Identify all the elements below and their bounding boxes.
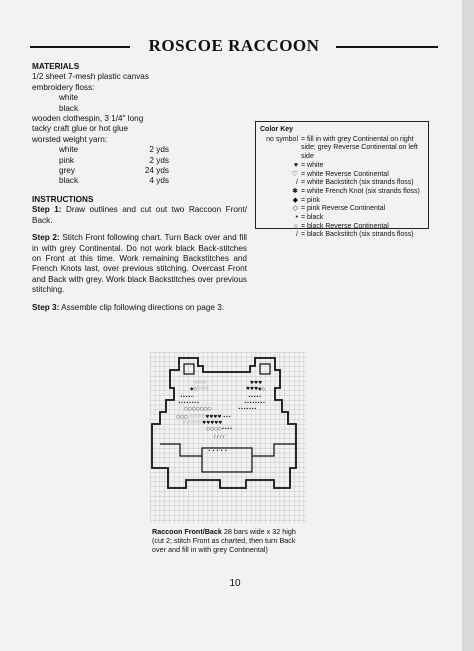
step-text: Assemble clip following directions on page 3. <box>61 302 225 312</box>
open-diamond-icon: ◇ <box>292 205 298 213</box>
step-label: Step 1: <box>32 205 62 215</box>
color-key-desc: = white French Knot (six strands floss) <box>301 187 420 195</box>
yarn-color: black <box>59 176 79 186</box>
yarn-amount: 4 yds <box>149 176 169 186</box>
chart-caption-text: 28 bars wide x 32 high (cut 2; stitch Front as charted, then turn Back over and fill in with grey Continental) <box>152 527 296 554</box>
svg-text:○○○○••••: ○○○○•••• <box>206 427 233 432</box>
color-key-row <box>260 171 428 180</box>
color-key-desc: = black Reverse Continental <box>301 222 389 230</box>
materials-item: 1/2 sheet 7-mesh plastic canvas <box>32 72 149 82</box>
materials-heading: MATERIALS <box>32 62 80 71</box>
color-key-title: Color Key <box>260 126 294 133</box>
page-title: ROSCOE RACCOON <box>148 36 320 55</box>
svg-text:♡♡♡: ♡♡♡ <box>194 381 207 386</box>
color-key-symbol: no symbol <box>266 135 298 143</box>
yarn-color: grey <box>59 166 75 176</box>
yarn-amount: 2 yds <box>149 155 169 165</box>
materials-item: wooden clothespin, 3 1/4" long <box>32 114 144 124</box>
french-knot-icon: ✱ <box>292 187 298 195</box>
color-key-row <box>260 205 428 214</box>
left-column <box>32 62 247 320</box>
yarn-amount: 2 yds <box>149 145 169 155</box>
color-key-row <box>260 231 428 240</box>
materials-item: black <box>59 103 79 113</box>
chart-caption-title: Raccoon Front/Back <box>152 527 222 536</box>
materials-item: worsted weight yarn: <box>32 134 108 144</box>
instructions-heading: INSTRUCTIONS <box>32 194 94 204</box>
diamond-icon: ◆ <box>292 196 298 204</box>
color-key-row <box>260 223 428 232</box>
instruction-step <box>32 233 247 295</box>
color-key-row <box>260 197 428 206</box>
materials-item: white <box>59 93 79 103</box>
yarn-color: white <box>59 145 79 155</box>
svg-text:♥♥♥◆◇: ♥♥♥◆◇ <box>246 387 266 392</box>
color-key-box <box>255 121 429 239</box>
yarn-amount: 24 yds <box>144 166 169 176</box>
yarn-row <box>32 156 247 166</box>
color-key-row <box>260 162 428 171</box>
svg-text:••••••••: •••••••• <box>178 401 200 406</box>
raccoon-chart <box>150 352 306 524</box>
page-number: 10 <box>229 578 241 589</box>
svg-text:♥♥♥: ♥♥♥ <box>250 381 263 386</box>
color-key-desc: = white Reverse Continental <box>301 170 389 178</box>
instruction-step <box>32 205 247 226</box>
svg-text:○○○ ♡♡♡♡♥♥♥♥ •••: ○○○ ♡♡♡♡♥♥♥♥ ••• <box>176 415 231 420</box>
yarn-color: pink <box>59 155 75 165</box>
color-key-row <box>260 136 428 162</box>
svg-text:♡♡♡♡♡♥♥♥♥♥: ♡♡♡♡♡♥♥♥♥♥ <box>182 421 223 426</box>
open-heart-icon: ♡ <box>291 170 298 178</box>
heart-icon: ♥ <box>293 161 298 169</box>
title-rule-left <box>30 46 130 48</box>
yarn-row <box>32 145 247 155</box>
step-label: Step 3: <box>32 302 60 312</box>
color-key-desc: = pink Reverse Continental <box>301 205 386 213</box>
title-rule-right <box>336 46 438 48</box>
page-edge-shadow <box>462 0 474 651</box>
backstitch-icon: / <box>296 231 298 239</box>
color-key-desc: = black <box>301 214 324 222</box>
svg-text:••••••••: •••••••• <box>244 401 266 406</box>
instruction-step <box>32 303 247 313</box>
chart-grid <box>150 352 306 524</box>
color-key-row <box>260 214 428 223</box>
svg-text:•••••: ••••• <box>248 395 262 400</box>
chart-caption <box>152 528 302 554</box>
color-key-row <box>260 188 428 197</box>
dot-icon: • <box>295 214 298 222</box>
materials-item: embroidery floss: <box>32 82 95 92</box>
svg-text:◆◇♡♡♡: ◆◇♡♡♡ <box>190 387 210 392</box>
color-key-desc: = white <box>301 161 324 169</box>
color-key-row <box>260 179 428 188</box>
materials-item: tacky craft glue or hot glue <box>32 124 129 134</box>
backstitch-icon: / <box>296 179 298 187</box>
open-circle-icon: ○ <box>293 222 298 230</box>
color-key-desc: = pink <box>301 196 320 204</box>
step-text: Stitch Front following chart. Turn Back over and fill in with grey Continental. Do not work black Back-stitches on Front at this time. Work remaining Backstitches and French Knots last, over previous stitching. Overcast Front and Back with grey. Work black Backstitches over previous stitching. <box>32 233 247 295</box>
svg-text:• • • • •: • • • • • <box>208 449 227 454</box>
svg-text:•••••••: ••••••• <box>238 407 257 412</box>
svg-text:•••••: ••••• <box>180 395 194 400</box>
color-key-desc: = black Backstitch (six strands floss) <box>301 231 414 239</box>
yarn-row <box>32 176 247 186</box>
step-text: Draw outlines and cut out two Raccoon Front/ Back. <box>32 205 247 225</box>
color-key-desc: = fill in with grey Continental on right side; grey Reverse Continental on left side <box>301 135 418 161</box>
svg-text:/ / / /: / / / / <box>214 435 225 440</box>
title-row <box>30 36 438 56</box>
svg-text:○○○○○○○: ○○○○○○○ <box>184 407 212 412</box>
yarn-row <box>32 166 247 176</box>
step-label: Step 2: <box>32 233 60 243</box>
color-key-desc: = white Backstitch (six strands floss) <box>301 179 414 187</box>
